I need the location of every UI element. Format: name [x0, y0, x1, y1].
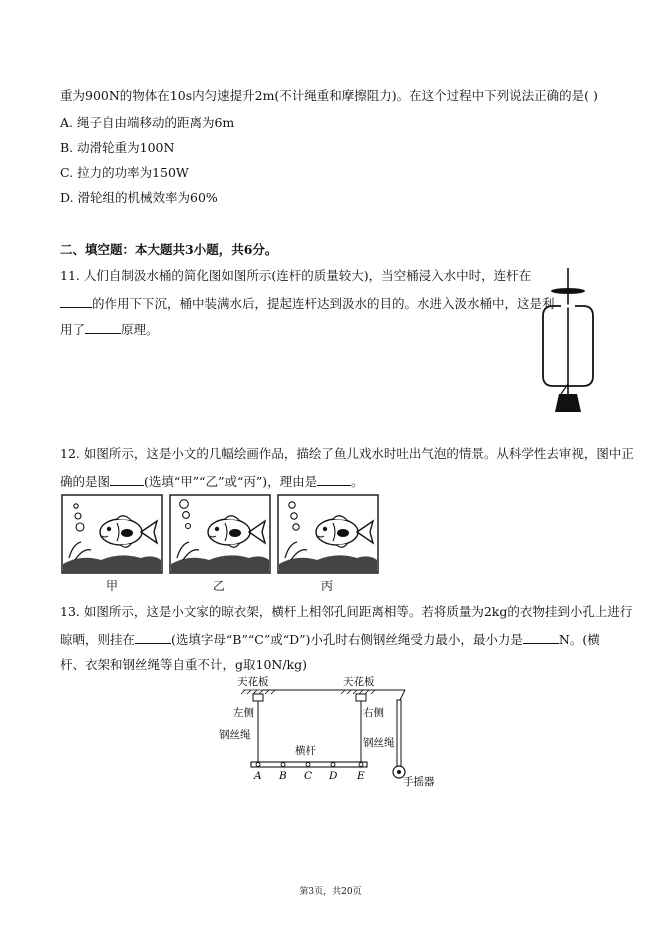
crank-label: 手摇器: [403, 776, 435, 788]
section-heading: 二、填空题：本大题共3小题，共6分。: [60, 242, 278, 257]
answer-blank[interactable]: [110, 473, 144, 486]
q10-option-b: B. 动滑轮重为100N: [60, 140, 175, 155]
caption-jia: 甲: [105, 579, 118, 593]
q11-line3: 用了 原理。: [60, 322, 159, 337]
water-bucket-figure: [535, 266, 605, 416]
answer-blank[interactable]: [523, 631, 559, 644]
q13-line1: 13. 如图所示，这是小文家的晾衣架，横杆上相邻孔间距离相等。若将质量为2kg的衣物挂到小孔上进行: [60, 604, 633, 619]
fish-panel-yi: [170, 495, 270, 573]
point-e-label: E: [357, 770, 365, 782]
point-d-label: D: [329, 770, 338, 782]
page-footer: 第3页，共20页: [299, 887, 362, 897]
q10-option-d: D. 滑轮组的机械效率为60%: [60, 190, 218, 205]
q10-stem: 重为900N的物体在10s内匀速提升2m(不计绳重和摩擦阻力)。在这个过程中下列说法正确的是( ): [60, 88, 598, 103]
wire-right-label: 钢丝绳: [363, 737, 395, 749]
hole-b: [281, 763, 285, 767]
caption-bing: 丙: [320, 579, 333, 593]
q13-line3: 杆、衣架和钢丝绳等自重不计，g取10N/kg): [60, 657, 308, 672]
fish-panel-jia: [62, 495, 162, 573]
bar-label: 横杆: [295, 745, 316, 757]
point-a-label: A: [254, 770, 262, 782]
caption-yi: 乙: [212, 579, 225, 593]
answer-blank[interactable]: [85, 321, 121, 334]
hole-c: [306, 763, 310, 767]
left-side-label: 左侧: [233, 707, 254, 719]
q11-line2: 的作用下下沉，桶中装满水后，提起连杆达到汲水的目的。水进入汲水桶中，这是利: [60, 295, 555, 312]
answer-blank[interactable]: [60, 295, 92, 308]
wire-left-label: 钢丝绳: [219, 729, 251, 741]
q12-line2: 确的是图 (选填“甲”“乙”或“丙”)，理由是 。: [60, 474, 364, 489]
hole-e: [359, 763, 363, 767]
hole-a: [256, 763, 260, 767]
q11-line1: 11. 人们自制汲水桶的简化图如图所示(连杆的质量较大)，当空桶浸入水中时，连杆在: [60, 268, 532, 283]
point-b-label: B: [279, 770, 287, 782]
ceiling-left-label: 天花板: [237, 676, 269, 688]
q12-line1: 12. 如图所示，这是小文的几幅绘画作品，描绘了鱼儿戏水时吐出气泡的情景。从科学性去审视，图中正: [60, 446, 634, 461]
ceiling-right-label: 天花板: [343, 676, 375, 688]
right-side-label: 右侧: [363, 707, 384, 719]
point-c-label: C: [304, 770, 313, 782]
hole-d: [331, 763, 335, 767]
q10-option-a: A. 绳子自由端移动的距离为6m: [60, 115, 235, 130]
fish-drawings: [61, 494, 379, 576]
answer-blank[interactable]: [135, 631, 171, 644]
fish-panel-bing: [278, 495, 378, 573]
clothes-rack-figure: [215, 670, 455, 790]
q10-option-c: C. 拉力的功率为150W: [60, 165, 189, 180]
answer-blank[interactable]: [317, 473, 351, 486]
q13-line2: 晾晒，则挂在 (选填字母“B”“C”或“D”)小孔时右侧钢丝绳受力最小，最小力是 N。(横: [60, 632, 600, 647]
